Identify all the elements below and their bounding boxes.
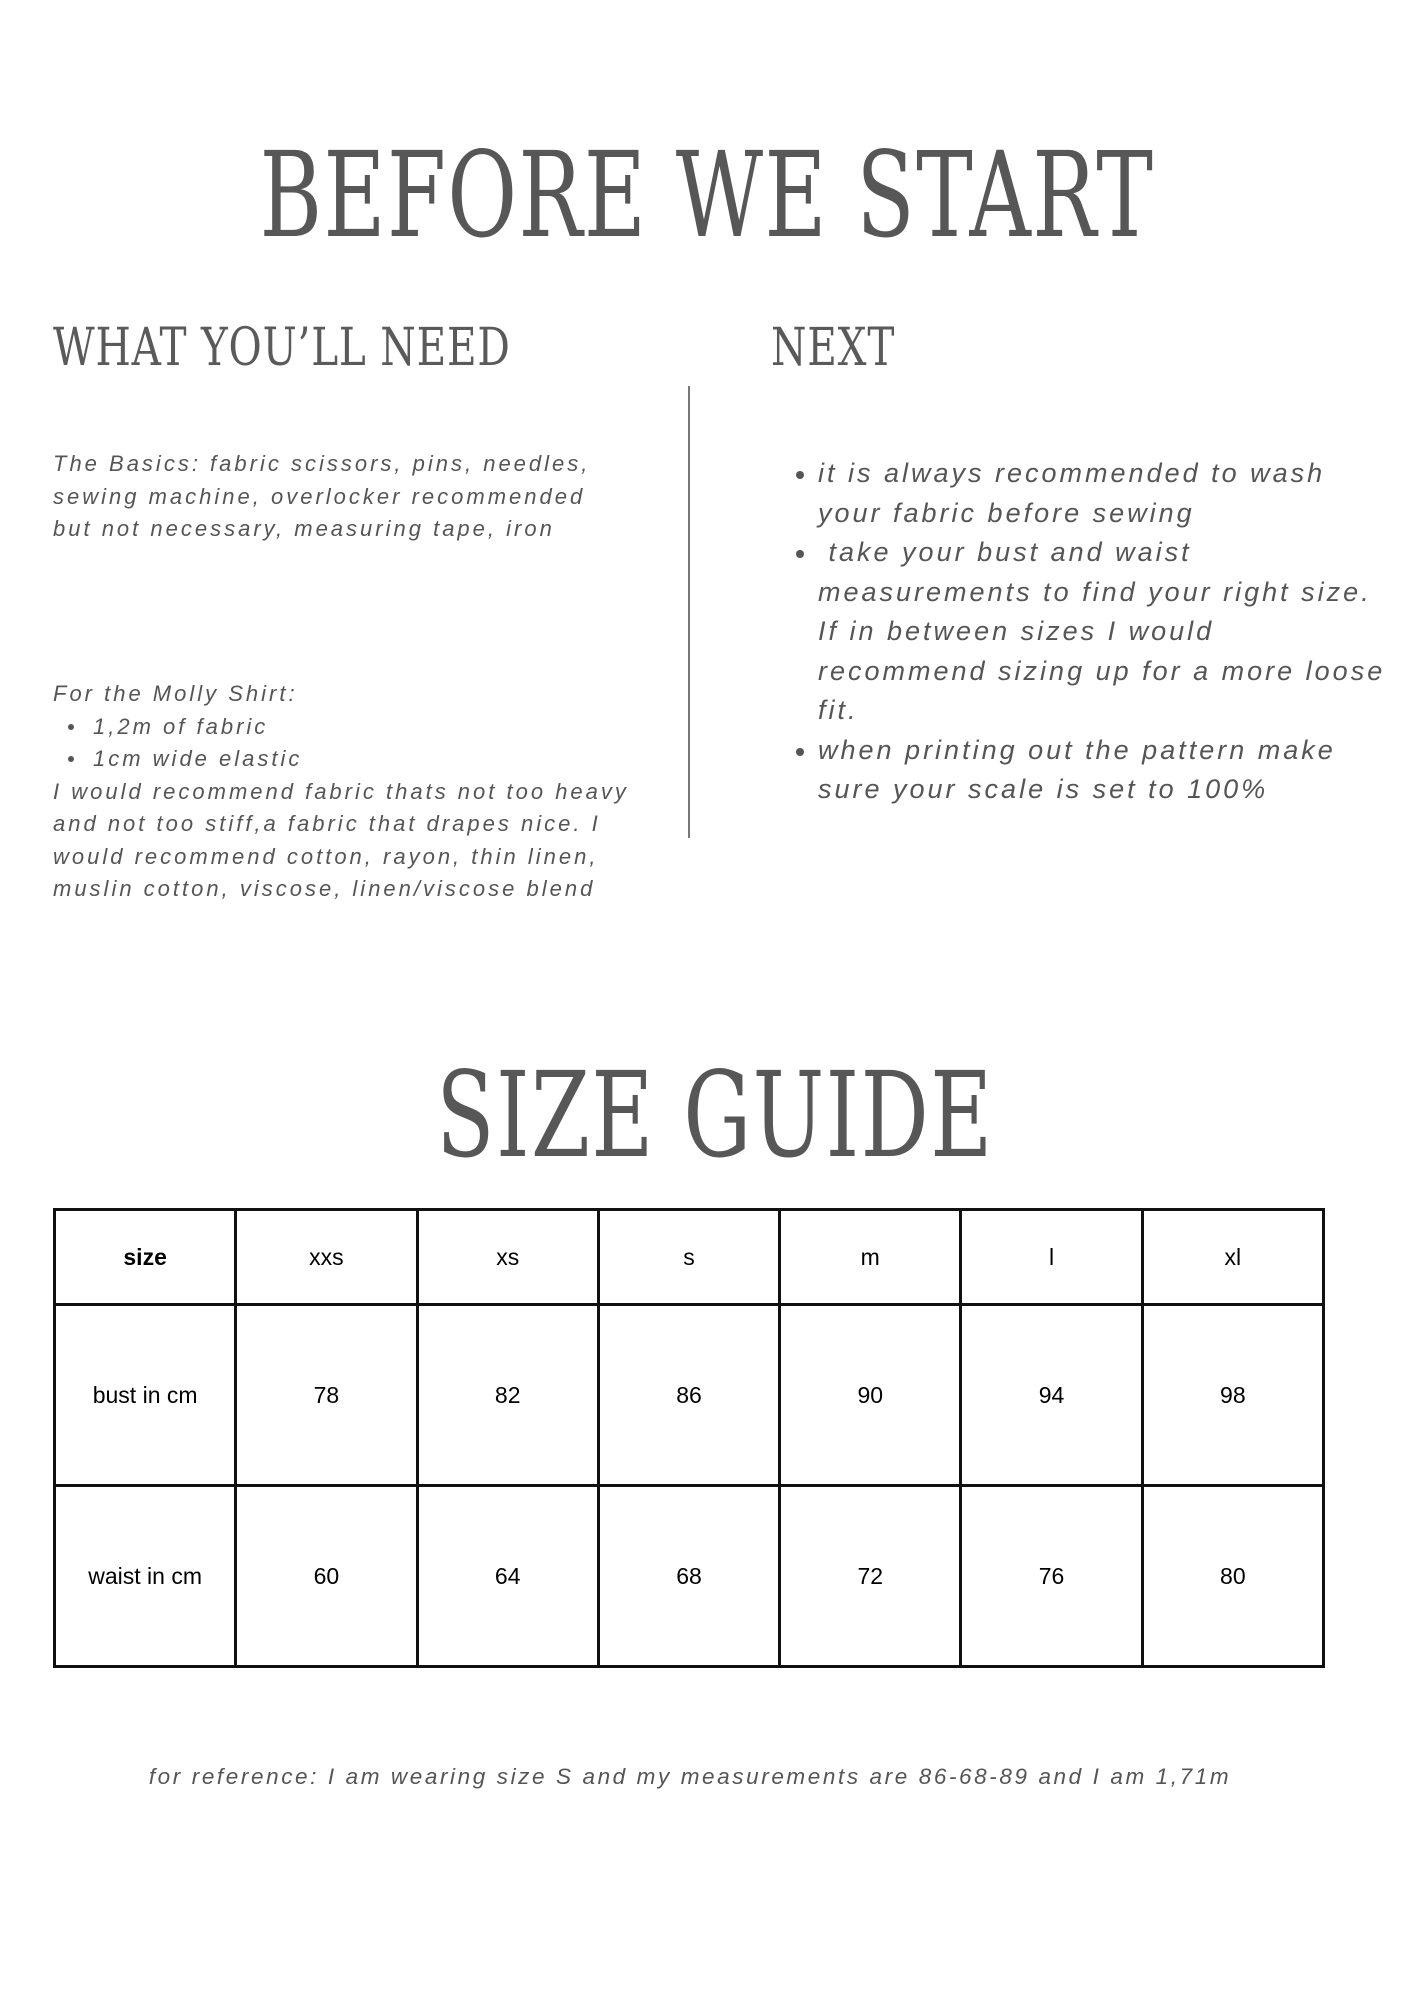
- bullet-icon: [68, 756, 74, 762]
- table-header-cell: s: [598, 1210, 779, 1305]
- table-cell: 98: [1142, 1305, 1323, 1486]
- table-cell: 68: [598, 1486, 779, 1667]
- list-item: it is always recommended to wash your fabric before sewing: [771, 454, 1391, 533]
- column-divider: [688, 386, 690, 838]
- table-header-cell: l: [961, 1210, 1142, 1305]
- basics-paragraph: The Basics: fabric scissors, pins, needles, sewing machine, overlocker recommended but not necessary, measuring tape, iron: [53, 451, 591, 541]
- table-cell: 60: [236, 1486, 417, 1667]
- section-heading-what-youll-need: WHAT YOU’LL NEED: [53, 318, 511, 378]
- bullet-icon: [796, 471, 804, 479]
- table-cell: 82: [417, 1305, 598, 1486]
- table-header-cell: m: [780, 1210, 961, 1305]
- table-header-cell: xs: [417, 1210, 598, 1305]
- size-guide-title: SIZE GUIDE: [436, 1046, 994, 1184]
- table-row-label: bust in cm: [55, 1305, 236, 1486]
- bullet-icon: [796, 748, 804, 756]
- reference-note: for reference: I am wearing size S and my measurements are 86-68-89 and I am 1,71m: [148, 1764, 1232, 1789]
- table-header-row: [55, 1210, 1324, 1305]
- list-item: take your bust and waist measurements to find your right size. If in between sizes I would recommend sizing up for a more loose fit.: [771, 533, 1391, 731]
- page-title: BEFORE WE START: [259, 126, 1155, 264]
- table-header-cell: size: [55, 1210, 236, 1305]
- molly-shirt-materials-list: [53, 711, 653, 776]
- table-cell: 80: [1142, 1486, 1323, 1667]
- table-row-label: waist in cm: [55, 1486, 236, 1667]
- table-cell: 78: [236, 1305, 417, 1486]
- molly-shirt-intro: For the Molly Shirt:: [53, 681, 298, 706]
- next-steps-list: [771, 454, 1396, 810]
- list-item: 1,2m of fabric: [93, 711, 653, 744]
- table-cell: 94: [961, 1305, 1142, 1486]
- fabric-recommendation: I would recommend fabric thats not too heavy and not too stiff,a fabric that drapes nice. I would recommend cotton, rayon, thin linen, muslin cotton, viscose, linen/viscose blend: [53, 778, 629, 901]
- section-heading-next: NEXT: [771, 318, 896, 378]
- table-header-cell: xl: [1142, 1210, 1323, 1305]
- table-row: [55, 1305, 1324, 1486]
- table-row: [55, 1486, 1324, 1667]
- list-item: 1cm wide elastic: [93, 743, 653, 776]
- table-cell: 76: [961, 1486, 1142, 1667]
- bullet-icon: [68, 724, 74, 730]
- table-cell: 90: [780, 1305, 961, 1486]
- table-cell: 72: [780, 1486, 961, 1667]
- table-cell: 86: [598, 1305, 779, 1486]
- table-cell: 64: [417, 1486, 598, 1667]
- size-guide-table: [53, 1208, 1325, 1668]
- table-header-cell: xxs: [236, 1210, 417, 1305]
- list-item: when printing out the pattern make sure your scale is set to 100%: [771, 731, 1391, 810]
- molly-shirt-requirements: [53, 678, 653, 906]
- bullet-icon: [796, 550, 804, 558]
